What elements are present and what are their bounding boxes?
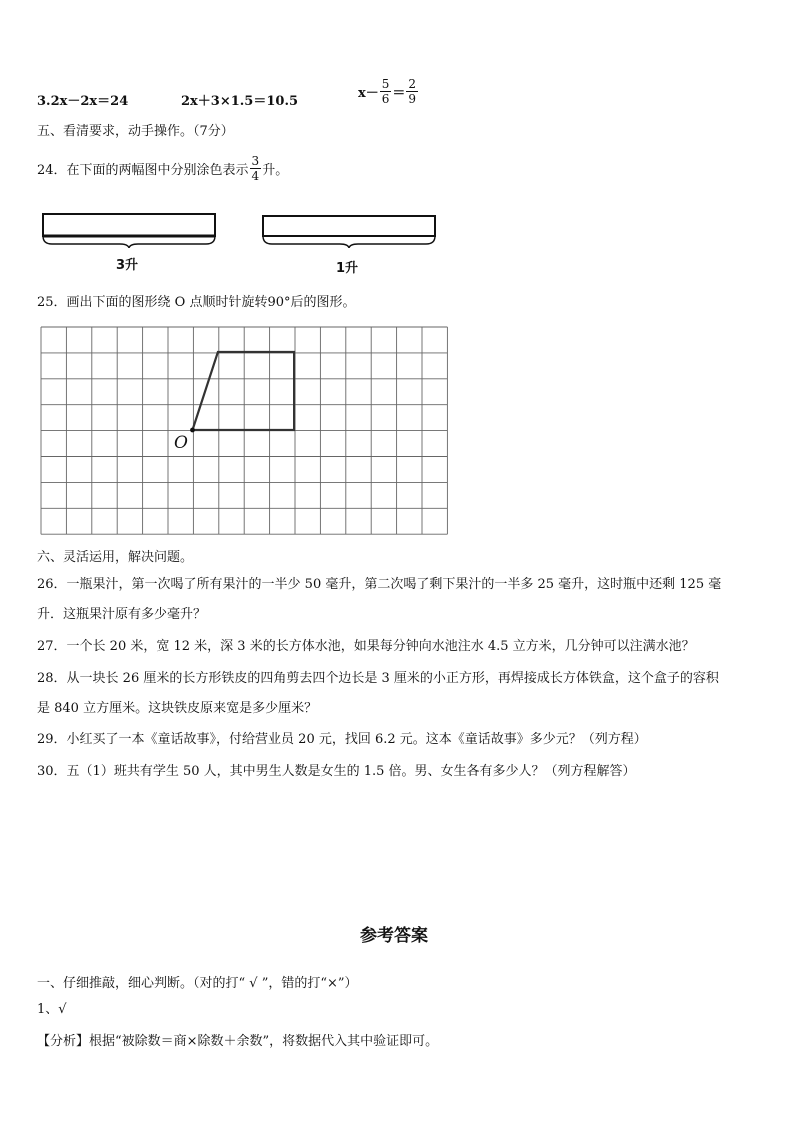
- rotation-grid[interactable]: [39, 326, 451, 535]
- answer-item-1: [37, 998, 67, 1017]
- question-29: 29．小红买了一本《童话故事》，付给营业员 20 元，找回 6.2 元。这本《童话故事》多少元？（列方程）: [37, 732, 647, 747]
- question-30: 30．五（1）班共有学生 50 人，其中男生人数是女生的 1.5 倍。男、女生各有多少人？（列方程解答）: [37, 764, 636, 779]
- fraction-denominator: 9: [408, 92, 417, 106]
- equals-sign: ＝: [392, 86, 406, 101]
- question-24: [37, 155, 288, 182]
- trapezoid-shape: [193, 352, 295, 430]
- bar-1-liter-label: 1升: [336, 261, 359, 276]
- fraction-5-6: [380, 78, 392, 105]
- section-6-title: 六、灵活运用，解决问题。: [37, 550, 194, 565]
- answer-analysis: 【分析】根据“被除数＝商×除数＋余数”，将数据代入其中验证即可。: [37, 1034, 439, 1049]
- rotation-center-point: [190, 428, 195, 433]
- question-26-line-1: 26．一瓶果汁，第一次喝了所有果汁的一半少 50 毫升，第二次喝了剩下果汁的一半多 25 毫升，这时瓶中还剩 125 毫: [37, 577, 722, 592]
- equation-3: [358, 78, 419, 105]
- question-28-line-1: 28．从一块长 26 厘米的长方形铁皮的四角剪去四个边长是 3 厘米的小正方形，再焊接成长方体铁盒，这个盒子的容积: [37, 671, 719, 686]
- answer-item-1-number: 1、: [37, 1002, 59, 1017]
- question-27: 27．一个长 20 米，宽 12 米，深 3 米的长方体水池，如果每分钟向水池注水 4.5 立方米，几分钟可以注满水池？: [37, 639, 695, 654]
- fraction-3-4: [250, 155, 262, 182]
- fraction-denominator: 4: [251, 169, 260, 183]
- answers-section-1: 一、仔细推敲，细心判断。（对的打“ √ ”，错的打“×”）: [37, 976, 358, 991]
- bar-3-liter[interactable]: [40, 212, 220, 248]
- equation-2: 2x＋3×1.5＝10.5: [181, 94, 299, 109]
- fraction-numerator: 5: [381, 77, 390, 91]
- answers-heading: 参考答案: [360, 926, 428, 946]
- equation-3-prefix: x－: [358, 86, 379, 101]
- fraction-numerator: 3: [251, 154, 260, 168]
- check-mark-icon: √: [58, 1002, 67, 1017]
- question-26-line-2: 升．这瓶果汁原有多少毫升？: [37, 607, 207, 622]
- fraction-2-9: [406, 78, 418, 105]
- equation-1: 3.2x－2x＝24: [37, 94, 129, 109]
- point-o-label: O: [174, 433, 188, 453]
- section-5-title: 五、看清要求，动手操作。（7分）: [37, 124, 234, 139]
- question-25: 25．画出下面的图形绕 O 点顺时针旋转90°后的图形。: [37, 295, 356, 310]
- fraction-denominator: 6: [381, 92, 390, 106]
- fraction-numerator: 2: [408, 77, 417, 91]
- question-28-line-2: 是 840 立方厘米。这块铁皮原来宽是多少厘米？: [37, 701, 318, 716]
- bar-1-liter[interactable]: [260, 212, 440, 248]
- question-24-unit: 升。: [262, 163, 289, 178]
- question-24-text: 24．在下面的两幅图中分别涂色表示: [37, 163, 249, 178]
- bar-3-liter-label: 3升: [116, 258, 139, 273]
